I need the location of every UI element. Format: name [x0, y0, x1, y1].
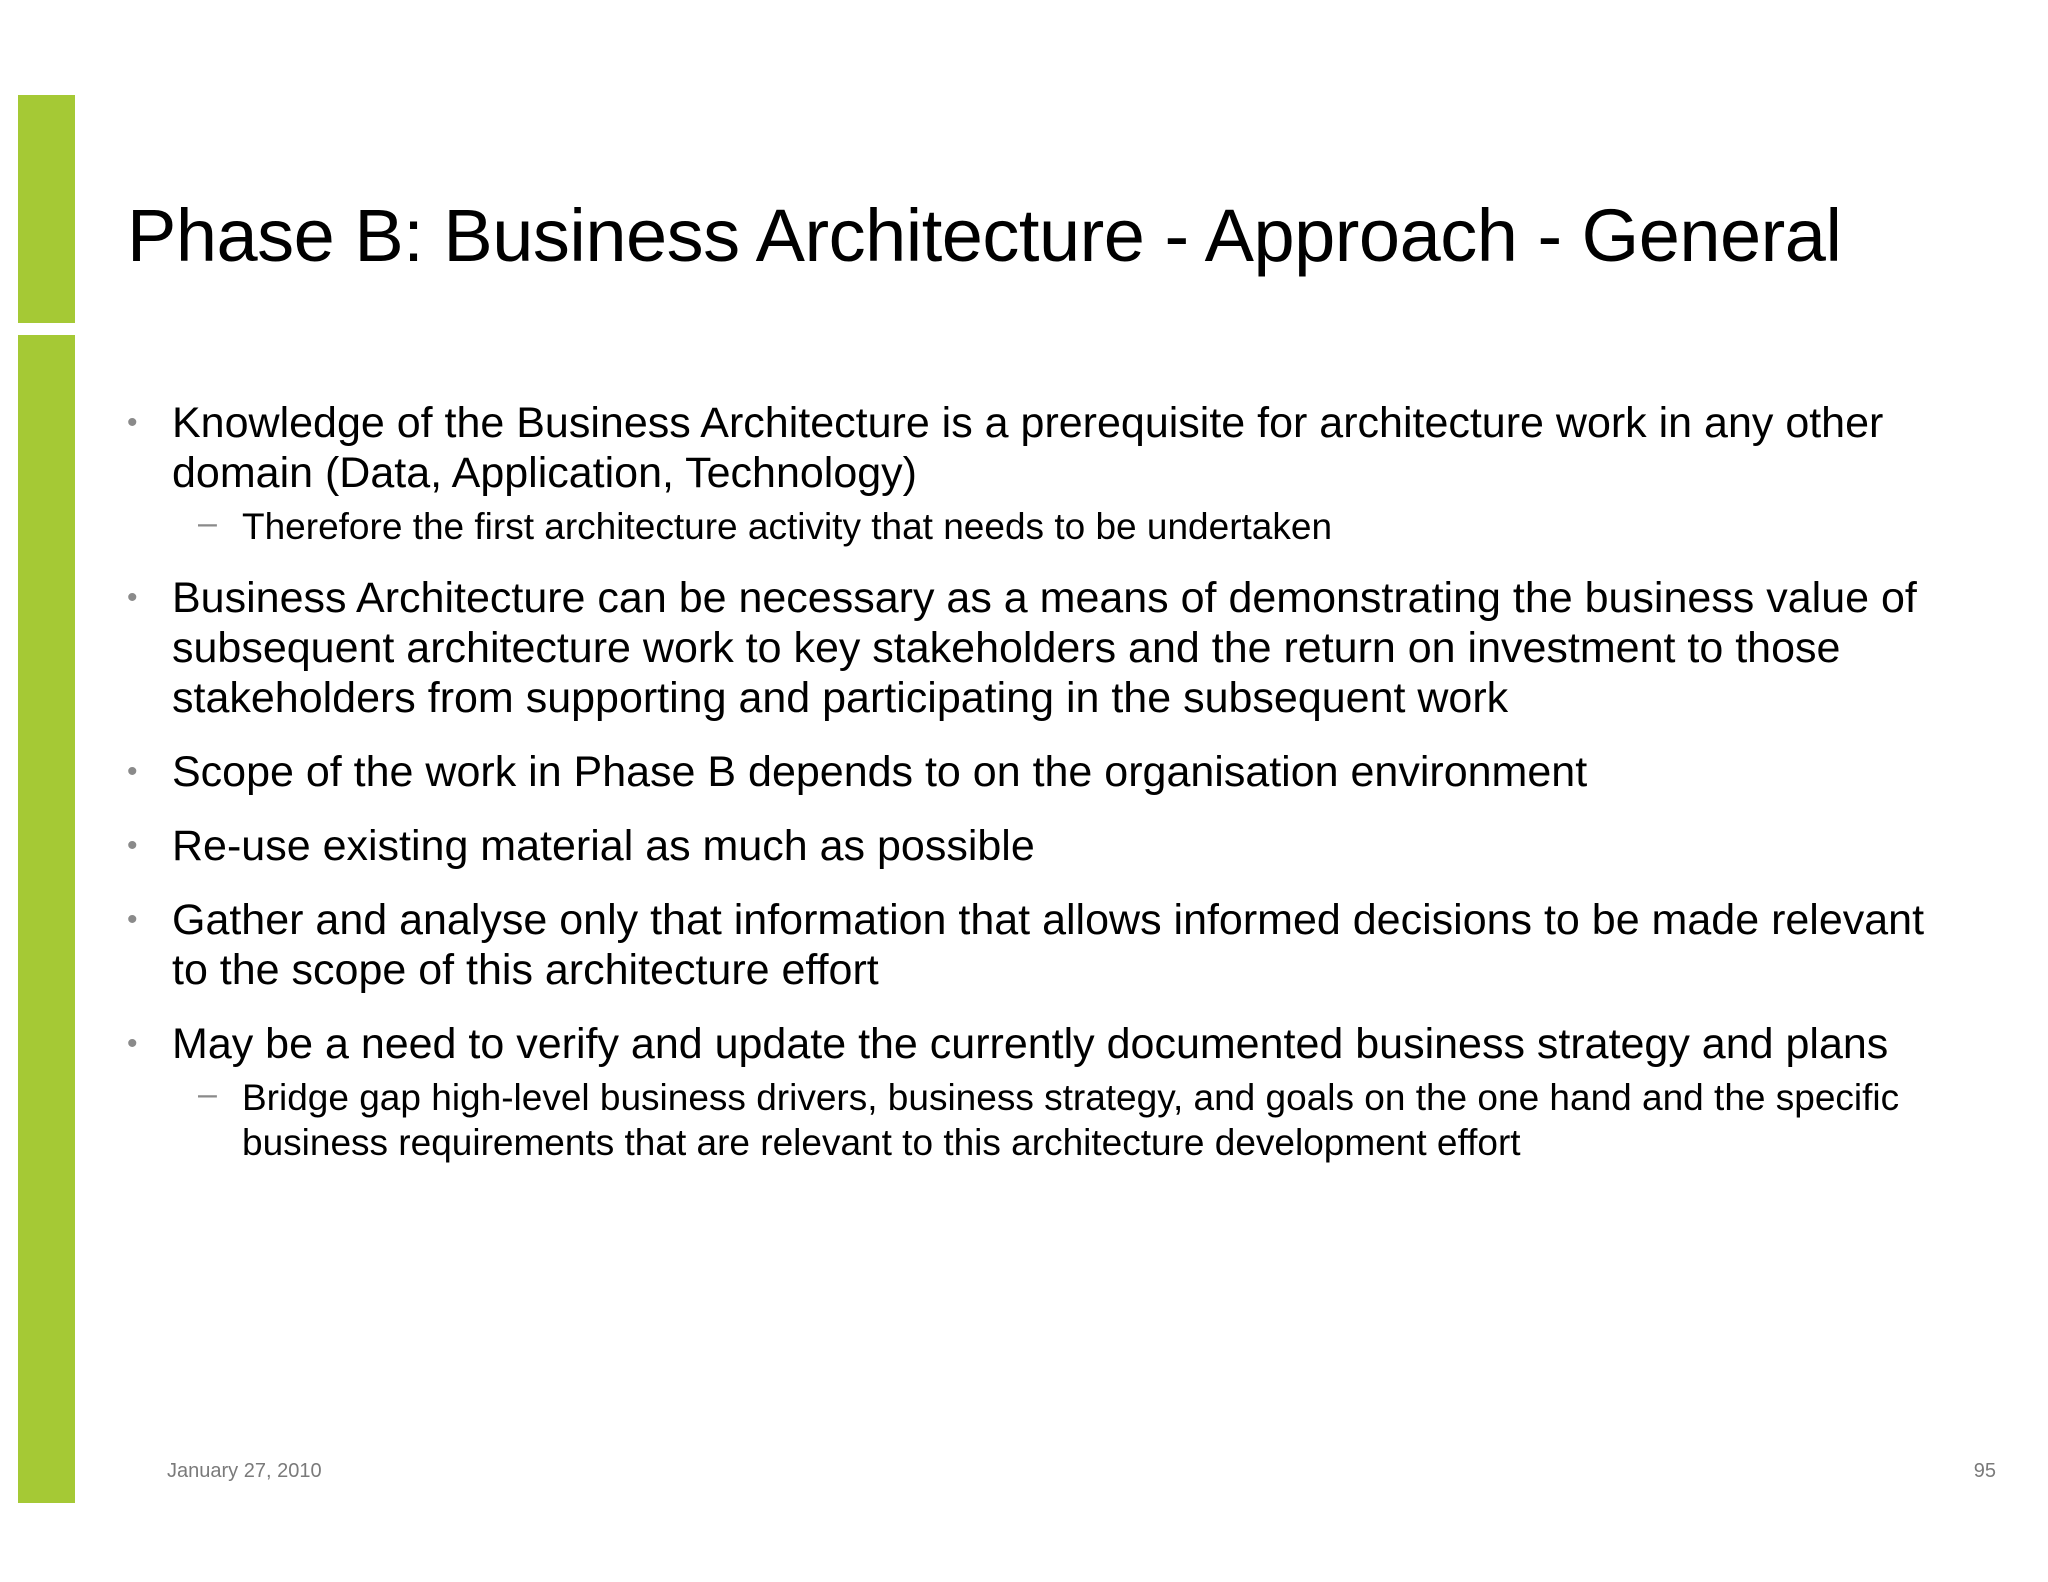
bullet-text: • Business Architecture can be necessary as a means of demonstrating the business value of subsequent architecture work to key stakeholders and the return on investment to those stakeholders from supporting and participating in the subsequent work: [172, 574, 1917, 722]
bullet-item: [127, 821, 1947, 871]
bullet-text: • Scope of the work in Phase B depends to on the organisation environment: [172, 748, 1588, 796]
sub-bullet-list: [172, 504, 1947, 549]
bullet-text: • Gather and analyse only that information that allows informed decisions to be made relevant to the scope of this architecture effort: [172, 896, 1925, 994]
accent-bar-bottom: [18, 335, 75, 1503]
bullet-item: [127, 398, 1947, 549]
bullet-item: [127, 895, 1947, 995]
bullet-list: [127, 398, 1947, 1165]
accent-bar-top: [18, 95, 75, 323]
sub-bullet-item: – Therefore the first architecture activity that needs to be undertaken: [172, 504, 1947, 549]
bullet-text: • Knowledge of the Business Architecture is a prerequisite for architecture work in any other domain (Data, Application, Technology): [172, 399, 1884, 497]
footer-date: January 27, 2010: [167, 1460, 322, 1482]
bullet-item: [127, 1019, 1947, 1165]
slide-content: [127, 398, 1947, 1189]
bullet-item: [127, 747, 1947, 797]
bullet-text: • Re-use existing material as much as possible: [172, 822, 1035, 870]
sub-bullet-list: [172, 1075, 1947, 1165]
bullet-item: [127, 573, 1947, 723]
slide-title: Phase B: Business Architecture - Approach - General: [127, 194, 1842, 277]
bullet-text: • May be a need to verify and update the currently documented business strategy and plans: [172, 1020, 1889, 1068]
sub-bullet-item: – Bridge gap high-level business drivers, business strategy, and goals on the one hand and the specific business requirements that are relevant to this architecture development effort: [172, 1075, 1947, 1165]
page-number: 95: [1973, 1460, 1996, 1482]
